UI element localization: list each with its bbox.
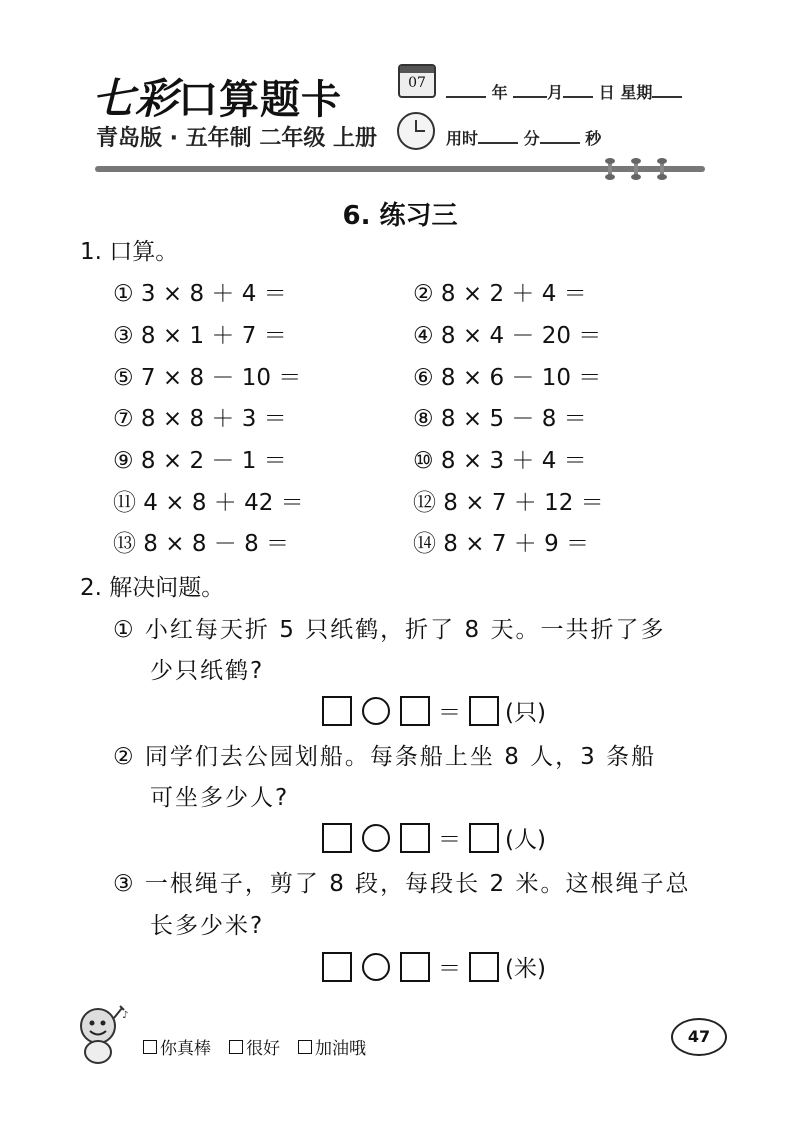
year-label: 年: [491, 83, 508, 102]
word-problem-2-line2: 可坐多少人?: [150, 785, 290, 811]
answer-box[interactable]: [322, 952, 352, 982]
eval-label: 很好: [246, 1039, 280, 1059]
word-problem-3-line2: 长多少米?: [150, 913, 265, 939]
seconds-label: 秒: [585, 129, 602, 148]
answer-equation-2: [322, 821, 546, 854]
problem-13: ⑬ 8 × 8 － 8 ＝: [113, 531, 290, 557]
operator-circle[interactable]: [362, 824, 390, 852]
problem-8: ⑧ 8 × 5 － 8 ＝: [413, 406, 587, 432]
problem-1: ① 3 × 8 ＋ 4 ＝: [113, 281, 287, 307]
answer-box[interactable]: [400, 952, 430, 982]
bead-decoration: [660, 158, 664, 180]
self-evaluation: [143, 1034, 366, 1059]
checkbox[interactable]: [298, 1040, 312, 1054]
answer-equation-3: [322, 950, 546, 983]
answer-box[interactable]: [469, 823, 499, 853]
month-label: 月: [547, 83, 564, 102]
brand-rest: 口算题卡: [178, 77, 343, 123]
svg-text:♪: ♪: [122, 1010, 129, 1021]
equals-sign: ＝: [438, 956, 461, 982]
unit-label: (人): [505, 827, 546, 853]
year-blank[interactable]: [446, 82, 486, 98]
equals-sign: ＝: [438, 827, 461, 853]
eval-option-keep-going[interactable]: [298, 1034, 366, 1059]
problem-2: ② 8 × 2 ＋ 4 ＝: [413, 281, 587, 307]
header-divider: [95, 166, 705, 172]
word-problem-1-line2: 少只纸鹤?: [150, 658, 265, 684]
day-blank[interactable]: [563, 82, 593, 98]
clock-icon: [397, 112, 435, 150]
word-problem-1-line1: ① 小红每天折 5 只纸鹤，折了 8 天。一共折了多: [113, 617, 666, 643]
edition-label: 青岛版 · 五年制 二年级 上册: [96, 126, 377, 151]
brand-title: [92, 66, 342, 126]
time-fill-line: [446, 126, 601, 149]
problem-11: ⑪ 4 × 8 ＋ 42 ＝: [113, 490, 304, 516]
word-problem-3-line1: ③ 一根绳子，剪了 8 段，每段长 2 米。这根绳子总: [113, 871, 691, 897]
problem-12: ⑫ 8 × 7 ＋ 12 ＝: [413, 490, 604, 516]
answer-equation-1: [322, 694, 546, 727]
section-title: 6. 练习三: [342, 201, 458, 231]
week-blank[interactable]: [652, 82, 682, 98]
unit-label: (只): [505, 700, 546, 726]
problem-9: ⑨ 8 × 2 － 1 ＝: [113, 448, 287, 474]
time-label: 用时: [446, 129, 479, 148]
q1-heading: 1. 口算。: [80, 239, 179, 265]
calendar-day: 07: [408, 75, 426, 91]
date-fill-line: [446, 80, 682, 103]
seconds-blank[interactable]: [540, 128, 580, 144]
week-label: 星期: [620, 83, 653, 102]
brand-script: 七彩: [92, 74, 179, 123]
operator-circle[interactable]: [362, 953, 390, 981]
eval-option-good[interactable]: [229, 1034, 280, 1059]
eval-label: 你真棒: [160, 1039, 211, 1059]
calendar-icon: [398, 64, 436, 98]
problem-7: ⑦ 8 × 8 ＋ 3 ＝: [113, 406, 287, 432]
mascot-illustration: [70, 1000, 132, 1066]
checkbox[interactable]: [229, 1040, 243, 1054]
problem-10: ⑩ 8 × 3 ＋ 4 ＝: [413, 448, 587, 474]
minutes-blank[interactable]: [478, 128, 518, 144]
equals-sign: ＝: [438, 700, 461, 726]
eval-option-great[interactable]: [143, 1034, 211, 1059]
q2-heading: 2. 解决问题。: [80, 575, 225, 601]
bead-decoration: [634, 158, 638, 180]
page-number: 47: [671, 1018, 727, 1056]
operator-circle[interactable]: [362, 697, 390, 725]
problem-4: ④ 8 × 4 － 20 ＝: [413, 323, 602, 349]
checkbox[interactable]: [143, 1040, 157, 1054]
minutes-label: 分: [523, 129, 540, 148]
unit-label: (米): [505, 956, 546, 982]
problem-6: ⑥ 8 × 6 － 10 ＝: [413, 365, 602, 391]
answer-box[interactable]: [469, 696, 499, 726]
word-problem-2-line1: ② 同学们去公园划船。每条船上坐 8 人，3 条船: [113, 744, 657, 770]
problem-5: ⑤ 7 × 8 － 10 ＝: [113, 365, 302, 391]
problem-3: ③ 8 × 1 ＋ 7 ＝: [113, 323, 287, 349]
day-label: 日: [598, 83, 615, 102]
problem-14: ⑭ 8 × 7 ＋ 9 ＝: [413, 531, 590, 557]
answer-box[interactable]: [322, 696, 352, 726]
month-blank[interactable]: [513, 82, 547, 98]
answer-box[interactable]: [400, 696, 430, 726]
answer-box[interactable]: [400, 823, 430, 853]
answer-box[interactable]: [322, 823, 352, 853]
bead-decoration: [608, 158, 612, 180]
eval-label: 加油哦: [315, 1039, 366, 1059]
answer-box[interactable]: [469, 952, 499, 982]
